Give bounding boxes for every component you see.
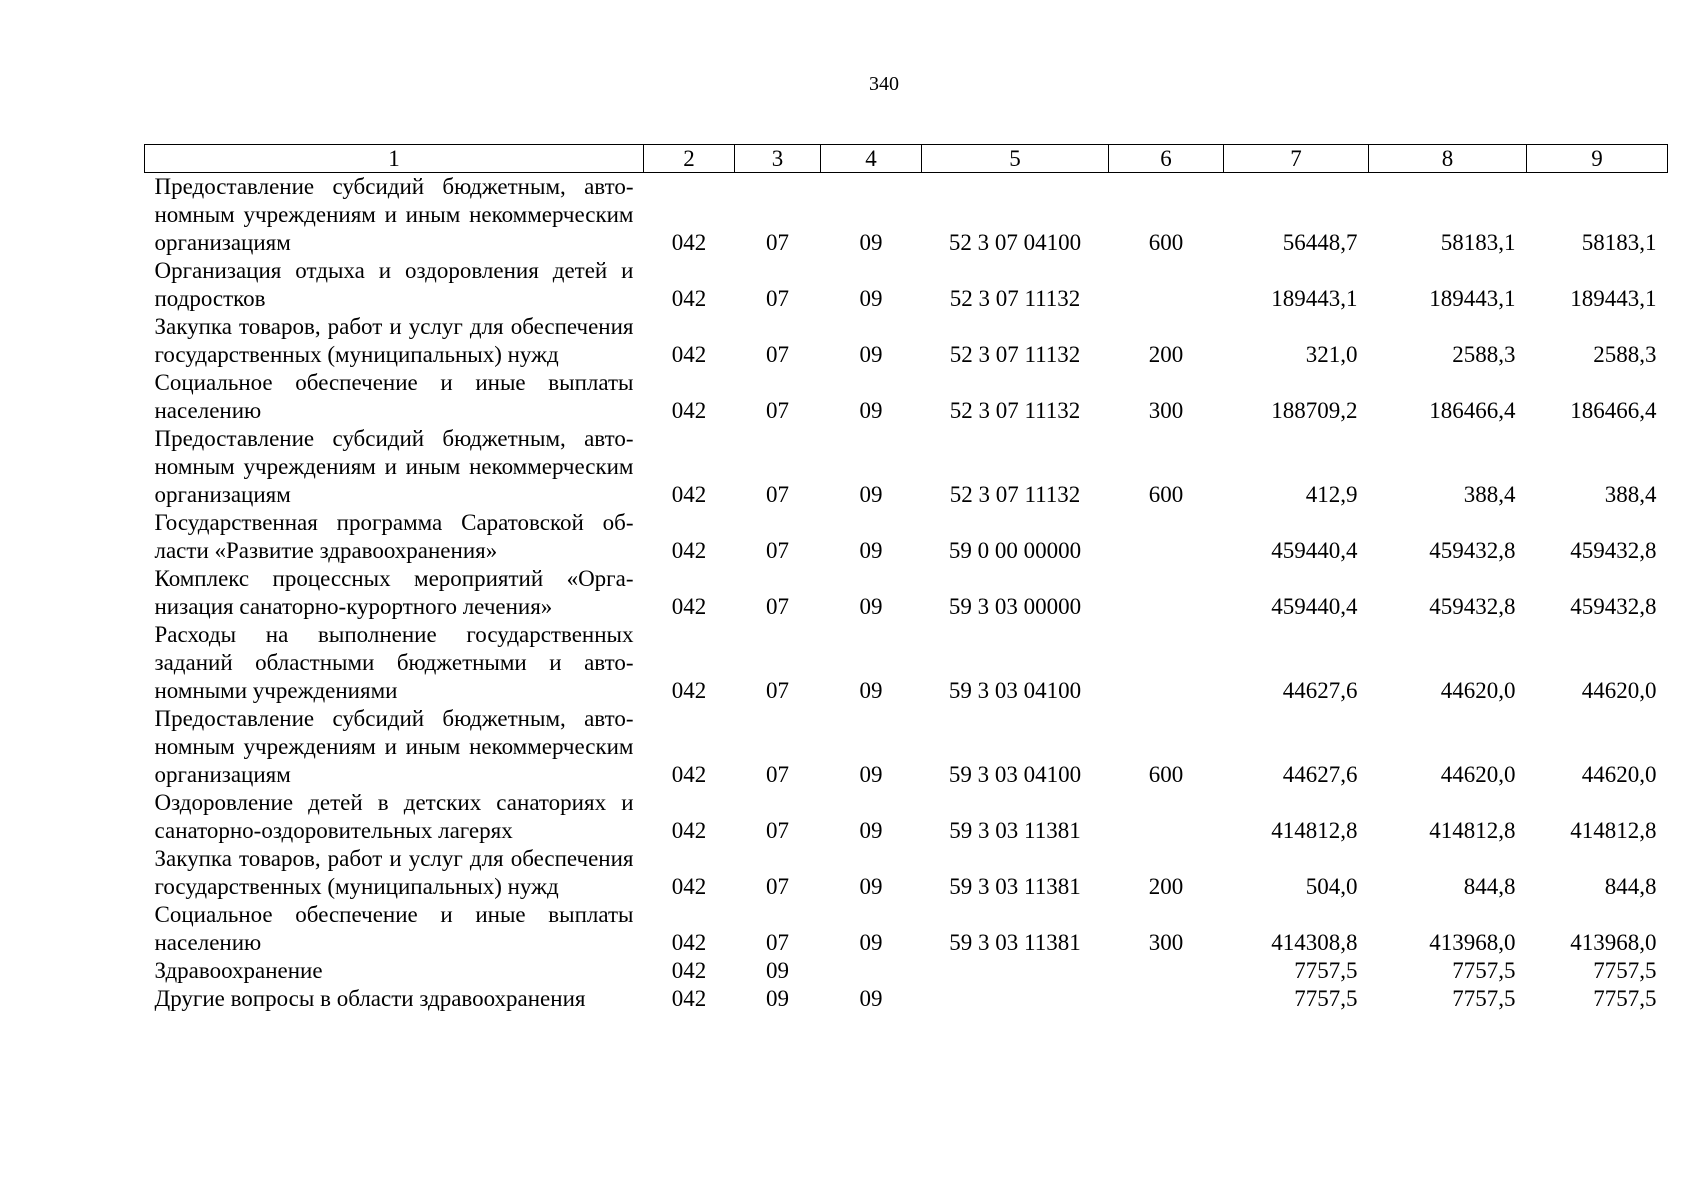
subsection-code: 09 [859,594,883,619]
expense-name: Предоставление субсидий бюджетным, автономным учреждениям и иным некоммерческим организациям [154,706,634,787]
column-header: 4 [821,145,922,173]
amount-col-8: 2588,3 [1452,342,1516,367]
amount-col-9: 459432,8 [1570,594,1657,619]
amount-col-9: 414812,8 [1570,818,1657,843]
target-article-code: 52 3 07 11132 [949,398,1081,423]
amount-col-9: 7757,5 [1593,958,1657,983]
subsection-code: 09 [859,874,883,899]
amount-col-9: 844,8 [1604,874,1657,899]
subsection-code: 09 [859,230,883,255]
column-header: 8 [1369,145,1527,173]
target-article-code: 52 3 07 11132 [949,286,1081,311]
target-article-code: 59 0 00 00000 [948,538,1082,563]
expense-type-code [1109,565,1224,621]
table-row [145,705,1668,789]
target-article-code: 52 3 07 11132 [949,342,1081,367]
amount-col-8: 388,4 [1463,482,1516,507]
table-row [145,845,1668,901]
expense-name: Закупка товаров, работ и услуг для обеспечения государственных (муниципальных) нужд [154,314,634,367]
section-code: 07 [766,286,789,311]
amount-col-7: 459440,4 [1271,538,1358,563]
target-article-code: 52 3 07 04100 [948,230,1082,255]
amount-col-9: 44620,0 [1581,762,1657,787]
target-article-code: 59 3 03 11381 [949,818,1081,843]
ministry-code: 042 [671,594,707,619]
page-number: 340 [869,73,899,95]
amount-col-7: 459440,4 [1271,594,1358,619]
amount-col-8: 58183,1 [1440,230,1516,255]
target-article-code: 59 3 03 11381 [949,930,1081,955]
amount-col-8: 44620,0 [1440,762,1516,787]
amount-col-8: 7757,5 [1452,986,1516,1011]
ministry-code: 042 [671,762,707,787]
amount-col-9: 7757,5 [1593,986,1657,1011]
section-code: 07 [766,678,789,703]
amount-col-8: 413968,0 [1429,930,1516,955]
section-code: 07 [766,762,789,787]
subsection-code: 09 [859,678,883,703]
subsection-code: 09 [859,482,883,507]
expense-type-code: 300 [1148,930,1184,955]
amount-col-8: 44620,0 [1440,678,1516,703]
amount-col-8: 844,8 [1463,874,1516,899]
expense-name: Предоставление субсидий бюджетным, автономным учреждениям и иным некоммерческим организациям [154,174,634,255]
table-row [145,425,1668,509]
section-code: 09 [766,986,789,1011]
expense-type-code [1109,985,1224,1013]
target-article-code: 59 3 03 00000 [948,594,1082,619]
subsection-code: 09 [859,538,883,563]
amount-col-9: 459432,8 [1570,538,1657,563]
subsection-code: 09 [859,398,883,423]
amount-col-9: 44620,0 [1581,678,1657,703]
amount-col-7: 56448,7 [1282,230,1358,255]
target-article-code: 59 3 03 04100 [948,678,1082,703]
subsection-code: 09 [859,286,883,311]
column-header: 2 [644,145,735,173]
column-header: 9 [1527,145,1668,173]
table-row [145,257,1668,313]
target-article-code: 59 3 03 11381 [949,874,1081,899]
ministry-code: 042 [671,342,707,367]
expense-name: Организация отдыха и оздоровления детей и подростков [154,258,634,311]
ministry-code: 042 [671,986,707,1011]
section-code: 09 [766,958,789,983]
section-code: 07 [766,930,789,955]
expense-type-code [1109,509,1224,565]
amount-col-7: 414308,8 [1271,930,1358,955]
amount-col-7: 189443,1 [1271,286,1358,311]
expense-type-code: 600 [1148,230,1184,255]
target-article-code [922,957,1109,985]
table-row [145,369,1668,425]
section-code: 07 [766,482,789,507]
expense-name: Другие вопросы в области здравоохранения [154,986,586,1011]
amount-col-7: 188709,2 [1271,398,1358,423]
column-header: 3 [735,145,821,173]
section-code: 07 [766,818,789,843]
expense-type-code: 200 [1148,342,1184,367]
expense-type-code: 200 [1148,874,1184,899]
table-row [145,509,1668,565]
section-code: 07 [766,874,789,899]
column-header: 6 [1109,145,1224,173]
expense-name: Оздоровление детей в детских санаториях и санаторно-оздоровительных лагерях [154,790,634,843]
ministry-code: 042 [671,286,707,311]
expense-type-code [1109,257,1224,313]
section-code: 07 [766,230,789,255]
expense-name: Здравоохранение [154,958,323,983]
target-article-code [922,985,1109,1013]
amount-col-7: 414812,8 [1271,818,1358,843]
ministry-code: 042 [671,930,707,955]
section-code: 07 [766,594,789,619]
subsection-code: 09 [859,930,883,955]
amount-col-9: 413968,0 [1570,930,1657,955]
target-article-code: 59 3 03 04100 [948,762,1082,787]
expense-type-code: 600 [1148,482,1184,507]
expense-type-code [1109,789,1224,845]
expense-name: Государственная программа Саратовской области «Развитие здравоохранения» [154,510,634,563]
amount-col-8: 459432,8 [1429,594,1516,619]
column-number-header [145,145,1668,173]
ministry-code: 042 [671,538,707,563]
ministry-code: 042 [671,874,707,899]
table-row [145,985,1668,1013]
ministry-code: 042 [671,958,707,983]
table-row [145,621,1668,705]
expense-type-code: 300 [1148,398,1184,423]
table-row [145,901,1668,957]
ministry-code: 042 [671,482,707,507]
amount-col-9: 186466,4 [1570,398,1657,423]
table-row [145,565,1668,621]
table-row [145,789,1668,845]
subsection-code: 09 [859,986,883,1011]
expense-name: Комплекс процессных мероприятий «Организация санаторно-курортного лечения» [154,566,634,619]
amount-col-9: 58183,1 [1581,230,1657,255]
amount-col-7: 321,0 [1305,342,1358,367]
section-code: 07 [766,398,789,423]
budget-table [144,144,1668,1013]
subsection-code: 09 [859,762,883,787]
expense-type-code [1109,957,1224,985]
table-row [145,173,1668,258]
table-row [145,313,1668,369]
column-header: 7 [1224,145,1369,173]
expense-name: Социальное обеспечение и иные выплаты населению [154,902,634,955]
subsection-code [821,957,922,985]
table-row [145,957,1668,985]
amount-col-7: 7757,5 [1294,986,1358,1011]
target-article-code: 52 3 07 11132 [949,482,1081,507]
amount-col-7: 44627,6 [1282,762,1358,787]
amount-col-8: 189443,1 [1429,286,1516,311]
expense-type-code: 600 [1148,762,1184,787]
expense-name: Расходы на выполнение государственных заданий областными бюджетными и автономными учреждениями [154,622,634,703]
ministry-code: 042 [671,678,707,703]
ministry-code: 042 [671,818,707,843]
expense-name: Социальное обеспечение и иные выплаты населению [154,370,634,423]
amount-col-7: 44627,6 [1282,678,1358,703]
amount-col-7: 504,0 [1305,874,1358,899]
subsection-code: 09 [859,818,883,843]
section-code: 07 [766,342,789,367]
expense-name: Предоставление субсидий бюджетным, автономным учреждениям и иным некоммерческим организациям [154,426,634,507]
amount-col-9: 2588,3 [1593,342,1657,367]
amount-col-8: 459432,8 [1429,538,1516,563]
expense-name: Закупка товаров, работ и услуг для обеспечения государственных (муниципальных) нужд [154,846,634,899]
amount-col-8: 7757,5 [1452,958,1516,983]
amount-col-7: 412,9 [1305,482,1358,507]
column-header: 5 [922,145,1109,173]
expense-type-code [1109,621,1224,705]
amount-col-9: 189443,1 [1570,286,1657,311]
amount-col-8: 186466,4 [1429,398,1516,423]
amount-col-7: 7757,5 [1294,958,1358,983]
amount-col-8: 414812,8 [1429,818,1516,843]
amount-col-9: 388,4 [1604,482,1657,507]
section-code: 07 [766,538,789,563]
subsection-code: 09 [859,342,883,367]
column-header: 1 [145,145,644,173]
ministry-code: 042 [671,230,707,255]
ministry-code: 042 [671,398,707,423]
table-body [145,173,1668,1014]
